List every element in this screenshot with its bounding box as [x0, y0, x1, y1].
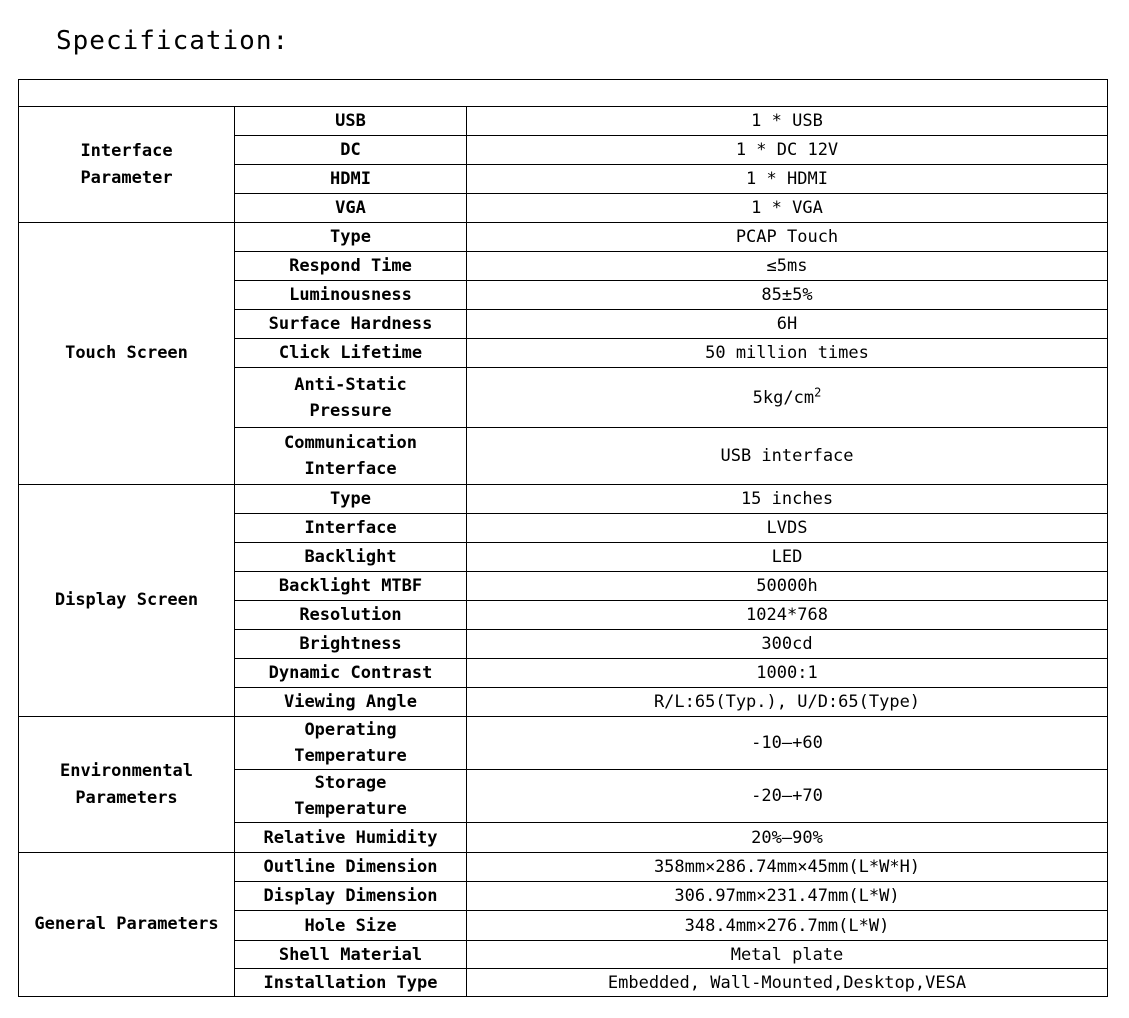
parameter-value: 1 * USB: [467, 107, 1108, 136]
parameter-value: 358mm×286.74mm×45mm(L*W*H): [467, 853, 1108, 882]
table-row: [19, 853, 1108, 882]
parameter-value: -10—+60: [467, 717, 1108, 770]
parameter-name: Hole Size: [235, 911, 467, 941]
parameter-name: Storage Temperature: [235, 770, 467, 823]
parameter-name: Luminousness: [235, 281, 467, 310]
parameter-name: Outline Dimension: [235, 853, 467, 882]
table-row: [19, 107, 1108, 136]
parameter-value: 85±5%: [467, 281, 1108, 310]
parameter-value: 50000h: [467, 572, 1108, 601]
parameter-value: R/L:65(Typ.), U/D:65(Type): [467, 688, 1108, 717]
parameter-name: Backlight: [235, 543, 467, 572]
parameter-name: Type: [235, 223, 467, 252]
parameter-value: PCAP Touch: [467, 223, 1108, 252]
parameter-name: Interface: [235, 514, 467, 543]
parameter-name: Viewing Angle: [235, 688, 467, 717]
group-label: Environmental Parameters: [19, 717, 235, 853]
parameter-value: 15 inches: [467, 485, 1108, 514]
page-title: Specification:: [56, 26, 290, 56]
parameter-name: Display Dimension: [235, 882, 467, 911]
parameter-name: USB: [235, 107, 467, 136]
parameter-value: 6H: [467, 310, 1108, 339]
parameter-name: Click Lifetime: [235, 339, 467, 368]
parameter-name: Relative Humidity: [235, 823, 467, 853]
parameter-name: Communication Interface: [235, 428, 467, 485]
parameter-value: -20—+70: [467, 770, 1108, 823]
parameter-value: 50 million times: [467, 339, 1108, 368]
superscript: 2: [814, 384, 822, 399]
parameter-name: Operating Temperature: [235, 717, 467, 770]
parameter-value: 300cd: [467, 630, 1108, 659]
parameter-name: HDMI: [235, 165, 467, 194]
parameter-value: 1000:1: [467, 659, 1108, 688]
table-header-row: [19, 80, 1108, 107]
parameter-value: Metal plate: [467, 941, 1108, 969]
table-row: [19, 717, 1108, 770]
group-label: Display Screen: [19, 485, 235, 717]
parameter-value: 1 * VGA: [467, 194, 1108, 223]
parameter-value: Embedded, Wall-Mounted,Desktop,VESA: [467, 969, 1108, 997]
group-label: General Parameters: [19, 853, 235, 997]
parameter-name: Dynamic Contrast: [235, 659, 467, 688]
parameter-value: LED: [467, 543, 1108, 572]
specification-table: [18, 79, 1108, 997]
parameter-value: 348.4mm×276.7mm(L*W): [467, 911, 1108, 941]
table-header-cell: [19, 80, 1108, 107]
parameter-value: 1 * HDMI: [467, 165, 1108, 194]
parameter-name: Shell Material: [235, 941, 467, 969]
group-label: Touch Screen: [19, 223, 235, 485]
parameter-value: $5kg/cm^2$: [467, 368, 1108, 428]
table-row: [19, 223, 1108, 252]
parameter-value: USB interface: [467, 428, 1108, 485]
parameter-value: 1024*768: [467, 601, 1108, 630]
parameter-name: Respond Time: [235, 252, 467, 281]
table-row: [19, 485, 1108, 514]
parameter-value: 20%—90%: [467, 823, 1108, 853]
parameter-name: Resolution: [235, 601, 467, 630]
group-label: Interface Parameter: [19, 107, 235, 223]
parameter-value: 1 * DC 12V: [467, 136, 1108, 165]
parameter-name: Surface Hardness: [235, 310, 467, 339]
parameter-name: Backlight MTBF: [235, 572, 467, 601]
parameter-name: VGA: [235, 194, 467, 223]
parameter-name: DC: [235, 136, 467, 165]
parameter-name: Brightness: [235, 630, 467, 659]
parameter-value: 306.97mm×231.47mm(L*W): [467, 882, 1108, 911]
parameter-name: Anti-Static Pressure: [235, 368, 467, 428]
parameter-value: LVDS: [467, 514, 1108, 543]
parameter-name: Type: [235, 485, 467, 514]
parameter-name: Installation Type: [235, 969, 467, 997]
parameter-value: ≤5ms: [467, 252, 1108, 281]
